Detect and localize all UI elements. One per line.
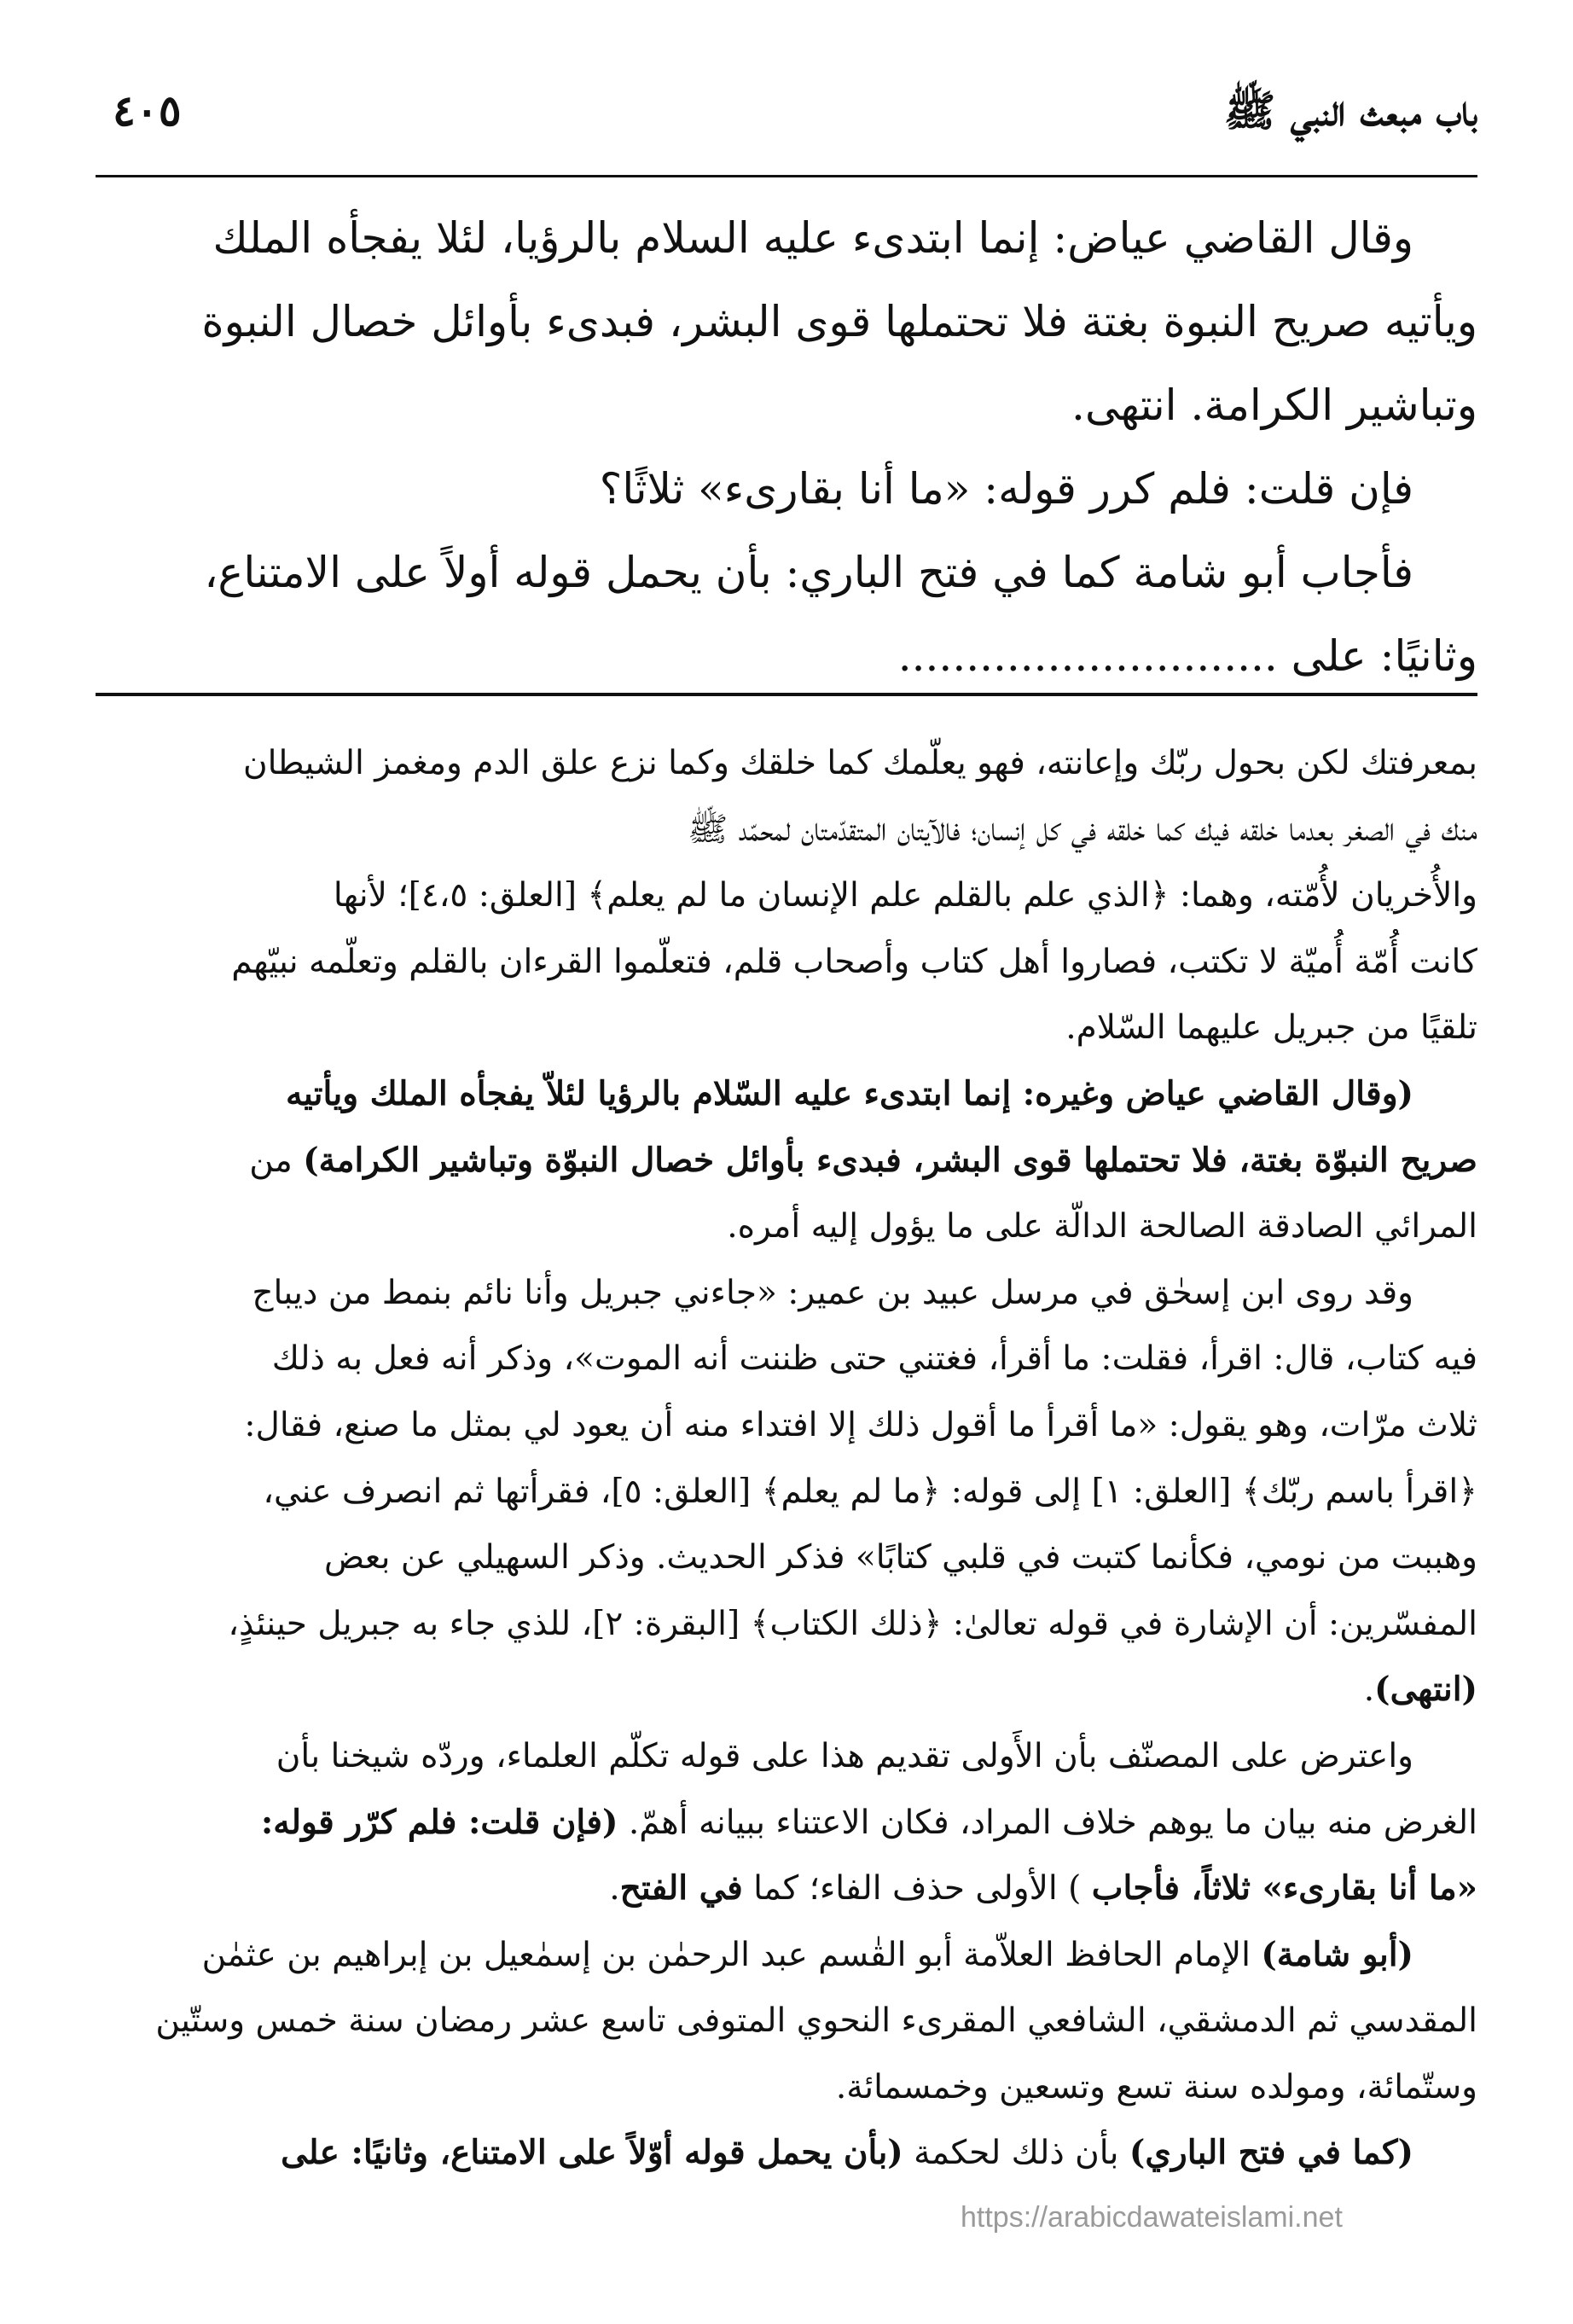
main-text-line: فإن قلت: فلم كرر قوله: «ما أنا بقارىء» ثلاثًا؟ — [599, 464, 1413, 514]
page-number: ٤٠٥ — [113, 85, 182, 136]
commentary-text — [96, 730, 1477, 2187]
commentary-line — [96, 2120, 1477, 2187]
quoted-phrase: في الفتح — [619, 1868, 743, 1909]
quoted-phrase: (فإن قلت: فلم كرّر قوله: — [260, 1802, 618, 1842]
commentary-line: منك في الصغر بعدما خلقه فيك كما خلقه في كل إنسان؛ فالآيتان المتقدّمتان لمحمّد ﷺ — [688, 810, 1477, 849]
running-title: باب مبعث النبي ﷺ — [1223, 85, 1477, 136]
quoted-phrase: «ما أنا بقارىء» ثلاثاً، فأجاب — [1091, 1868, 1477, 1909]
commentary-line — [96, 1790, 1477, 1856]
commentary-fragment: . — [1363, 1670, 1375, 1710]
commentary-line: وهببت من نومي، فكأنما كتبت في قلبي كتابًا» فذكر الحديث. وذكر السهيلي عن بعض — [324, 1538, 1477, 1577]
main-text — [96, 196, 1477, 698]
text-commentary-separator — [96, 693, 1477, 696]
quoted-phrase: (كما في فتح الباري) — [1129, 2133, 1413, 2173]
commentary-line: بمعرفتك لكن بحول ربّك وإعانته، فهو يعلّمك كما خلقك وكما نزع علق الدم ومغمز الشيطان — [243, 744, 1477, 782]
commentary-line: كانت أُمّة أُميّة لا تكتب، فصاروا أهل كتاب وأصحاب قلم، فتعلّموا القرءان بالقلم وتعلّمه نبيّهم — [231, 942, 1477, 981]
commentary-line — [96, 1657, 1477, 1723]
page-header — [96, 85, 1477, 162]
quoted-phrase: (أبو شامة) — [1261, 1934, 1413, 1974]
main-text-line: وثانيًا: على ............................ — [897, 631, 1477, 681]
main-text-line: وقال القاضي عياض: إنما ابتدىء عليه السلام بالرؤيا، لئلا يفجأه الملك — [212, 213, 1413, 263]
commentary-line: وستّمائة، ومولده سنة تسع وتسعين وخمسمائة. — [835, 2067, 1477, 2106]
commentary-line: واعترض على المصنّف بأن الأَولى تقديم هذا على قوله تكلّم العلماء، وردّه شيخنا بأن — [276, 1736, 1413, 1775]
commentary-fragment: بأن ذلك لحكمة — [903, 2134, 1129, 2173]
commentary-line: (وقال القاضي عياض وغيره: إنما ابتدىء عليه السّلام بالرؤيا لئلاّ يفجأه الملك ويأتيه — [285, 1073, 1413, 1113]
main-text-line: ويأتيه صريح النبوة بغتة فلا تحتملها قوى البشر، فبدىء بأوائل خصال النبوة — [201, 297, 1477, 346]
commentary-line: والأُخريان لأُمّته، وهما: ﴿الذي علم بالقلم علم الإنسان ما لم يعلم﴾ [العلق: ٤،٥]؛ لأنها — [333, 876, 1477, 915]
commentary-fragment: . — [609, 1869, 620, 1909]
commentary-fragment: ) الأولى حذف الفاء؛ كما — [742, 1869, 1092, 1909]
commentary-fragment: الإمام الحافظ العلاّمة أبو القٰسم عبد الرحمٰن بن إسمٰعيل بن إبراهيم بن عثمٰن — [201, 1935, 1262, 1974]
commentary-line — [96, 1856, 1477, 1922]
commentary-line: تلقيًا من جبريل عليهما السّلام. — [1065, 1008, 1477, 1048]
commentary-line: المقدسي ثم الدمشقي، الشافعي المقرىء النحوي المتوفى تاسع عشر رمضان سنة خمس وستّين — [155, 2002, 1477, 2041]
commentary-line: المرائي الصادقة الصالحة الدالّة على ما يؤول إليه أمره. — [727, 1207, 1477, 1246]
commentary-fragment: الغرض منه بيان ما يوهم خلاف المراد، فكان الاعتناء ببيانه أهمّ. — [618, 1803, 1477, 1842]
commentary-fragment: من — [249, 1141, 304, 1180]
header-rule — [96, 175, 1477, 177]
commentary-line: ﴿اقرأ باسم ربّك﴾ [العلق: ١] إلى قوله: ﴿ما لم يعلم﴾ [العلق: ٥]، فقرأتها ثم انصرف عني، — [263, 1472, 1477, 1511]
main-text-line: فأجاب أبو شامة كما في فتح الباري: بأن يحمل قوله أولاً على الامتناع، — [204, 548, 1413, 597]
quoted-phrase: صريح النبوّة بغتة، فلا تحتملها قوى البشر، فبدىء بأوائل خصال النبوّة وتباشير الكرامة) — [303, 1140, 1477, 1180]
commentary-line: ثلاث مرّات، وهو يقول: «ما أقرأ ما أقول ذلك إلا افتداء منه أن يعود لي بمثل ما صنع، فقال: — [244, 1405, 1477, 1444]
commentary-line: المفسّرين: أن الإشارة في قوله تعالىٰ: ﴿ذلك الكتاب﴾ [البقرة: ٢]، للذي جاء به جبريل حينئذٍ، — [228, 1604, 1477, 1643]
quoted-phrase: (بأن يحمل قوله أوّلاً على الامتناع، وثانيًا: على — [281, 2133, 903, 2173]
watermark-url: https://arabicdawateislami.net — [961, 2201, 1343, 2234]
commentary-line — [96, 1128, 1477, 1194]
book-page — [96, 0, 1477, 2324]
main-text-line: وتباشير الكرامة. انتهى. — [1071, 381, 1477, 430]
quoted-phrase: (انتهى) — [1374, 1670, 1477, 1710]
commentary-line: فيه كتاب، قال: اقرأ، فقلت: ما أقرأ، فغتني حتى ظننت أنه الموت»، وذكر أنه فعل به ذلك — [271, 1339, 1477, 1379]
commentary-line: وقد روى ابن إسحٰق في مرسل عبيد بن عمير: «جاءني جبريل وأنا نائم بنمط من ديباج — [252, 1273, 1413, 1312]
commentary-line — [96, 1922, 1477, 1989]
